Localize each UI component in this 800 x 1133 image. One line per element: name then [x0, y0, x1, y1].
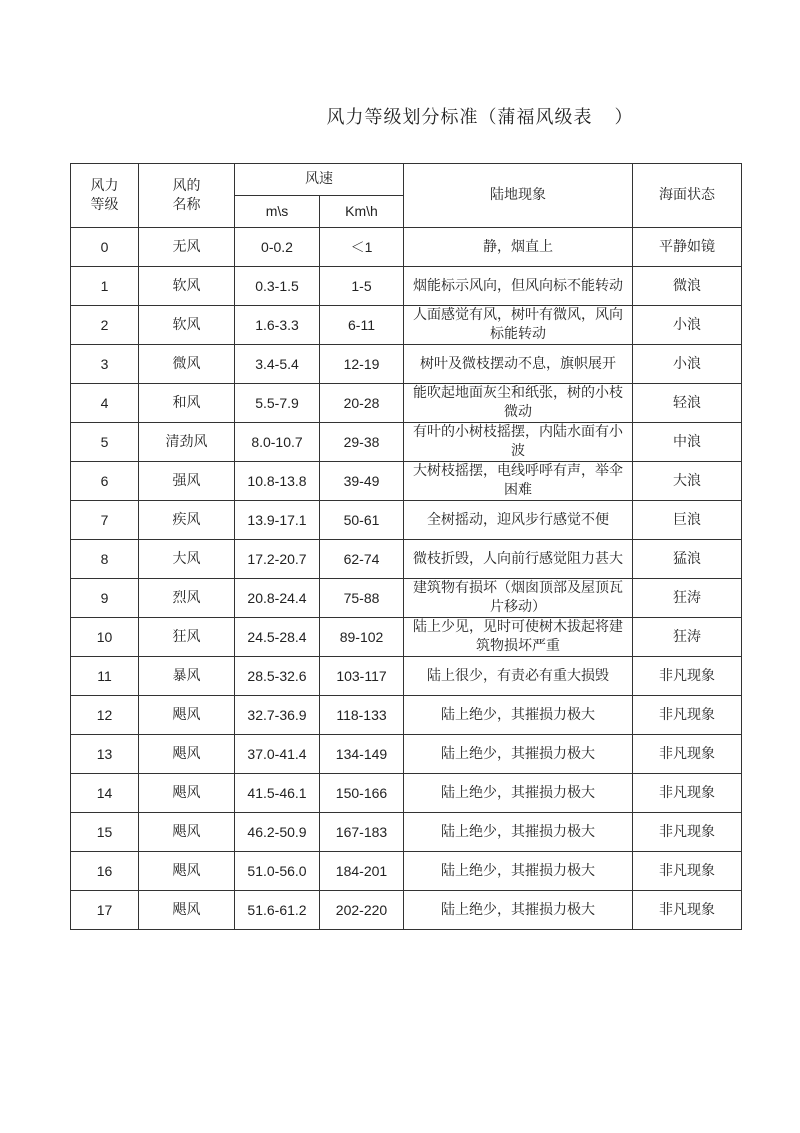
cell-ms: 17.2-20.7	[235, 540, 320, 579]
cell-sea: 小浪	[633, 345, 742, 384]
cell-sea: 非凡现象	[633, 657, 742, 696]
cell-level: 15	[71, 813, 139, 852]
cell-land: 有叶的小树枝摇摆，内陆水面有小波	[404, 423, 633, 462]
cell-ms: 24.5-28.4	[235, 618, 320, 657]
cell-ms: 37.0-41.4	[235, 735, 320, 774]
cell-name: 强风	[139, 462, 235, 501]
cell-land: 陆上绝少，其摧损力极大	[404, 774, 633, 813]
cell-ms: 1.6-3.3	[235, 306, 320, 345]
cell-land: 人面感觉有风，树叶有微风，风向标能转动	[404, 306, 633, 345]
table-row	[71, 813, 742, 852]
cell-sea: 猛浪	[633, 540, 742, 579]
header-speed: 风速	[235, 164, 404, 196]
cell-land: 静，烟直上	[404, 228, 633, 267]
cell-name: 清劲风	[139, 423, 235, 462]
header-kmh: Km\h	[320, 196, 404, 228]
cell-kmh: 29-38	[320, 423, 404, 462]
cell-sea: 非凡现象	[633, 696, 742, 735]
cell-level: 5	[71, 423, 139, 462]
cell-sea: 非凡现象	[633, 852, 742, 891]
cell-kmh: 39-49	[320, 462, 404, 501]
cell-land: 陆上绝少，其摧损力极大	[404, 735, 633, 774]
cell-kmh: ＜1	[320, 228, 404, 267]
table-row	[71, 540, 742, 579]
table-row	[71, 657, 742, 696]
cell-kmh: 12-19	[320, 345, 404, 384]
header-level: 风力 等级	[71, 164, 139, 228]
table-row	[71, 228, 742, 267]
cell-land: 陆上很少，有责必有重大损毁	[404, 657, 633, 696]
cell-sea: 轻浪	[633, 384, 742, 423]
cell-level: 4	[71, 384, 139, 423]
cell-name: 无风	[139, 228, 235, 267]
table-row	[71, 423, 742, 462]
cell-land: 陆上绝少，其摧损力极大	[404, 813, 633, 852]
cell-land: 树叶及微枝摆动不息，旗帜展开	[404, 345, 633, 384]
table-row	[71, 852, 742, 891]
header-land: 陆地现象	[404, 164, 633, 228]
cell-kmh: 62-74	[320, 540, 404, 579]
table-row	[71, 579, 742, 618]
cell-name: 烈风	[139, 579, 235, 618]
cell-ms: 46.2-50.9	[235, 813, 320, 852]
cell-kmh: 167-183	[320, 813, 404, 852]
cell-level: 1	[71, 267, 139, 306]
cell-level: 14	[71, 774, 139, 813]
cell-sea: 非凡现象	[633, 813, 742, 852]
table-row	[71, 891, 742, 930]
cell-kmh: 89-102	[320, 618, 404, 657]
table-row	[71, 306, 742, 345]
cell-ms: 41.5-46.1	[235, 774, 320, 813]
cell-name: 软风	[139, 267, 235, 306]
cell-level: 3	[71, 345, 139, 384]
wind-scale-table	[70, 163, 742, 930]
table-row	[71, 345, 742, 384]
cell-ms: 28.5-32.6	[235, 657, 320, 696]
header-sea: 海面状态	[633, 164, 742, 228]
cell-name: 暴风	[139, 657, 235, 696]
cell-ms: 51.0-56.0	[235, 852, 320, 891]
cell-name: 飓风	[139, 891, 235, 930]
cell-sea: 非凡现象	[633, 891, 742, 930]
cell-level: 7	[71, 501, 139, 540]
cell-ms: 0.3-1.5	[235, 267, 320, 306]
page-title	[0, 103, 800, 129]
cell-land: 陆上绝少，其摧损力极大	[404, 852, 633, 891]
cell-sea: 巨浪	[633, 501, 742, 540]
table-row	[71, 501, 742, 540]
cell-sea: 非凡现象	[633, 774, 742, 813]
cell-sea: 平静如镜	[633, 228, 742, 267]
cell-name: 微风	[139, 345, 235, 384]
cell-ms: 13.9-17.1	[235, 501, 320, 540]
cell-level: 9	[71, 579, 139, 618]
cell-land: 陆上少见，见时可使树木拔起将建筑物损坏严重	[404, 618, 633, 657]
cell-kmh: 202-220	[320, 891, 404, 930]
cell-level: 16	[71, 852, 139, 891]
cell-name: 疾风	[139, 501, 235, 540]
table-row	[71, 384, 742, 423]
cell-level: 2	[71, 306, 139, 345]
cell-ms: 5.5-7.9	[235, 384, 320, 423]
cell-land: 全树摇动，迎风步行感觉不便	[404, 501, 633, 540]
cell-land: 建筑物有损坏（烟囱顶部及屋顶瓦片移动）	[404, 579, 633, 618]
cell-sea: 狂涛	[633, 579, 742, 618]
cell-name: 飓风	[139, 696, 235, 735]
title-close-paren: ）	[614, 107, 634, 128]
cell-kmh: 118-133	[320, 696, 404, 735]
table-row	[71, 618, 742, 657]
header-row-1	[71, 164, 742, 196]
cell-kmh: 20-28	[320, 384, 404, 423]
cell-level: 12	[71, 696, 139, 735]
cell-sea: 微浪	[633, 267, 742, 306]
cell-kmh: 6-11	[320, 306, 404, 345]
cell-ms: 8.0-10.7	[235, 423, 320, 462]
cell-ms: 32.7-36.9	[235, 696, 320, 735]
cell-name: 软风	[139, 306, 235, 345]
cell-level: 13	[71, 735, 139, 774]
cell-sea: 大浪	[633, 462, 742, 501]
cell-land: 烟能标示风向，但风向标不能转动	[404, 267, 633, 306]
cell-land: 微枝折毁，人向前行感觉阻力甚大	[404, 540, 633, 579]
cell-kmh: 134-149	[320, 735, 404, 774]
cell-ms: 10.8-13.8	[235, 462, 320, 501]
cell-kmh: 1-5	[320, 267, 404, 306]
cell-sea: 非凡现象	[633, 735, 742, 774]
cell-land: 陆上绝少，其摧损力极大	[404, 891, 633, 930]
cell-name: 狂风	[139, 618, 235, 657]
cell-ms: 51.6-61.2	[235, 891, 320, 930]
cell-land: 能吹起地面灰尘和纸张，树的小枝微动	[404, 384, 633, 423]
table-row	[71, 735, 742, 774]
cell-sea: 小浪	[633, 306, 742, 345]
cell-level: 17	[71, 891, 139, 930]
table-row	[71, 462, 742, 501]
cell-level: 6	[71, 462, 139, 501]
cell-name: 飓风	[139, 852, 235, 891]
cell-kmh: 75-88	[320, 579, 404, 618]
cell-kmh: 184-201	[320, 852, 404, 891]
cell-name: 大风	[139, 540, 235, 579]
cell-ms: 3.4-5.4	[235, 345, 320, 384]
cell-name: 飓风	[139, 774, 235, 813]
cell-sea: 狂涛	[633, 618, 742, 657]
cell-level: 0	[71, 228, 139, 267]
table-row	[71, 696, 742, 735]
cell-land: 大树枝摇摆，电线呼呼有声，举伞困难	[404, 462, 633, 501]
table-row	[71, 774, 742, 813]
cell-level: 11	[71, 657, 139, 696]
cell-land: 陆上绝少，其摧损力极大	[404, 696, 633, 735]
cell-level: 10	[71, 618, 139, 657]
cell-ms: 20.8-24.4	[235, 579, 320, 618]
table-row	[71, 267, 742, 306]
header-name: 风的 名称	[139, 164, 235, 228]
header-ms: m\s	[235, 196, 320, 228]
cell-ms: 0-0.2	[235, 228, 320, 267]
title-text: 风力等级划分标准（蒲福风级表	[326, 107, 593, 128]
cell-name: 飓风	[139, 813, 235, 852]
cell-level: 8	[71, 540, 139, 579]
cell-sea: 中浪	[633, 423, 742, 462]
cell-kmh: 50-61	[320, 501, 404, 540]
cell-name: 飓风	[139, 735, 235, 774]
cell-kmh: 150-166	[320, 774, 404, 813]
cell-name: 和风	[139, 384, 235, 423]
cell-kmh: 103-117	[320, 657, 404, 696]
